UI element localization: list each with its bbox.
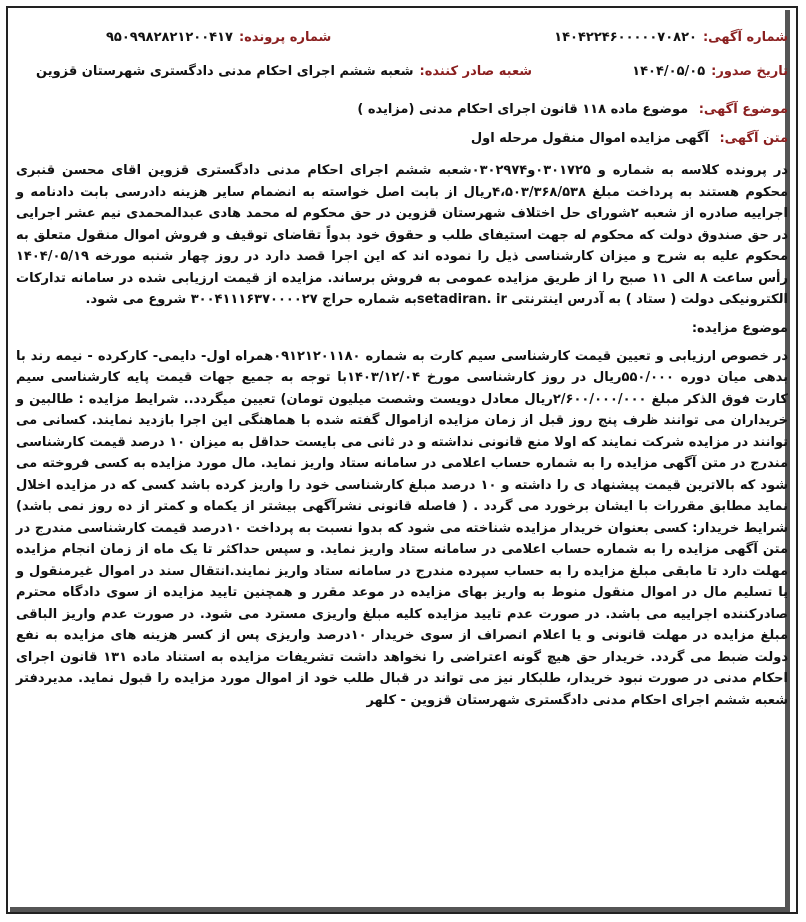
issue-date-field	[632, 64, 788, 79]
header-row-2	[16, 58, 788, 84]
paragraph-1-tail: به شماره حراج ۳۰۰۴۱۱۱۶۳۷۰۰۰۰۲۷ شروع می شود.	[85, 292, 417, 307]
website-link[interactable]: setadiran. ir	[416, 292, 507, 307]
case-number-label: شماره پرونده:	[238, 29, 332, 45]
text-title-line	[16, 131, 788, 146]
paragraph-2-text: در خصوص ارزیابی و تعیین قیمت کارشناسی سیم کارت به شماره ۰۹۱۲۱۲۰۱۱۸۰همراه اول- دایمی- کارکرده - نیمه رند با بدهی میان دوره ۵۵۰/۰۰۰ریال در روز کارشناسی مورخ ۱۴۰۳/۱۲/۰۴با توجه به جمیع جهات قیمت پایه کارشناسی سیم کارت فوق الذکر مبلغ ۲/۶۰۰/۰۰۰/۰۰۰ریال معادل دویست وشصت میلیون تومان) تعیین میگردد.. شرایط مزایده : طالبین و خریداران می توانند ظرف پنج روز قبل از زمان مزایده ازاموال گفته شده با هماهنگی این اجرا بازدید نمایند. کسانی می توانند در مزایده شرکت نمایند که اولا منع قانونی نداشته و در ثانی می بایست حداقل به میزان ۱۰ درصد قیمت کارشناسی مندرج در متن آگهی مزایده را به شماره حساب اعلامی در سامانه ستاد واریز نماید. مال مورد مزایده به کسی فروخته می شود که بالاترین قیمت پیشنهاد ی را داشته و ۱۰ درصد مبلغ کارشناسی خود را واریز کرده باشد کسی که در مزایده اخلال نماید مطابق مقررات با ایشان برخورد می گردد . ( فاصله قانونی نشرآگهی بیشتر از یکماه و کمتر از ده روز نمی باشد) شرایط خریدار: کسی بعنوان خریدار مزایده شناخته می شود که بدوا نسبت به پرداخت ۱۰درصد قیمت کارشناسی مندرج در متن آگهی مزایده را به شماره حساب اعلامی در سامانه ستاد واریز نماید. و سپس حداکثر تا یک ماه از زمان انجام مزایده مهلت دارد تا مابقی مبلغ مزایده را به حساب سپرده مندرج در سامانه ستاد واریز نمایند.انتقال سند در اموال غیرمنقول و یا تسلیم مال در اموال منقول منوط به واریز بهای مزایده در موعد مقرر و همچنین تایید مزایده از سوی دادگاه محترم صادرکننده اجراییه می باشد. در صورت عدم تایید مزایده کلیه مبلغ واریزی مسترد می شود. در صورت عدم واریز الباقی مبلغ مزایده در مهلت قانونی و یا اعلام انصراف از سوی خریدار ۱۰درصد واریزی پس از کسر هزینه های مزایده به نفع دولت ضبط می گردد. خریدار حق هیچ گونه اعتراضی را نخواهد داشت تشریفات مزایده به استناد ماده ۱۳۱ قانون اجرای احکام مدنی در صورت نبود خریدار، طلبکار نیز می تواند در قبال طلب خود از اموال مورد مزایده را قبول نماید. مدیردفتر شعبه ششم اجرای احکام مدنی دادگستری شهرستان قزوین - کلهر	[16, 348, 789, 708]
issue-date: ۱۴۰۴/۰۵/۰۵	[632, 63, 706, 79]
paragraph-1-text: در پرونده کلاسه به شماره و ۰۳۰۱۷۲۵و۰۳۰۲۹۷۴شعبه ششم اجرای احکام مدنی دادگستری قزوین اقای محسن قنبری محکوم هستند به پرداخت مبلغ ۴،۵۰۳/۳۶۸/۵۳۸ریال از بابت اصل خواسته به انضمام سایر هزینه دادرسی بابت دادنامه و اجراییه صادره از شعبه ۲شورای حل اختلاف شهرستان قزوین در حق محکوم له محمد هادی عبدالمحمدی نیم عشر اجرایی در حق صندوق دولت که محکوم له جهت استیفای طلب و حقوق خود بدواً تقاضای توقیف و فروش اموال منقول متعلق به محکوم علیه به شرح و میزان کارشناسی ذیل را نموده اند که این اجرا قصد دارد در روز چهار شنبه مورخه ۱۴۰۴/۰۵/۱۹ رأس ساعت ۸ الی ۱۱ صبح را از طریق مزایده عمومی به فروش برساند. مزایده از قیمت ارزیابی شده در سامانه تدارکات الکترونیکی دولت ( ستاد ) به آدرس اینترنتی	[16, 163, 788, 307]
ad-number-field	[554, 30, 788, 45]
auction-subject-label: موضوع مزایده:	[691, 320, 788, 336]
subject-value: موضوع ماده ۱۱۸ قانون اجرای احکام مدنی (مزایده )	[357, 102, 689, 117]
paragraph-2	[16, 346, 788, 712]
case-number: ۹۵۰۹۹۸۲۸۲۱۲۰۰۴۱۷	[106, 29, 233, 45]
ad-number-label: شماره آگهی:	[702, 29, 788, 45]
subject-label: موضوع آگهی:	[698, 102, 788, 117]
auction-subject-heading	[16, 321, 788, 336]
issue-date-label: تاریخ صدور:	[711, 63, 788, 79]
case-number-field	[106, 30, 331, 45]
subject-line	[16, 102, 788, 117]
issuer-field	[36, 64, 532, 79]
auction-notice	[16, 24, 788, 711]
text-title-label: متن آگهی:	[719, 131, 788, 146]
issuer-label: شعبه صادر کننده:	[419, 63, 533, 79]
issuer: شعبه ششم اجرای احکام مدنی دادگستری شهرستان قزوین	[36, 63, 414, 79]
paragraph-1	[16, 160, 788, 311]
header-row-1	[16, 24, 788, 50]
text-title-value: آگهی مزایده اموال منقول مرحله اول	[470, 131, 709, 146]
ad-number: ۱۴۰۴۲۲۴۶۰۰۰۰۰۷۰۸۲۰	[554, 29, 697, 45]
